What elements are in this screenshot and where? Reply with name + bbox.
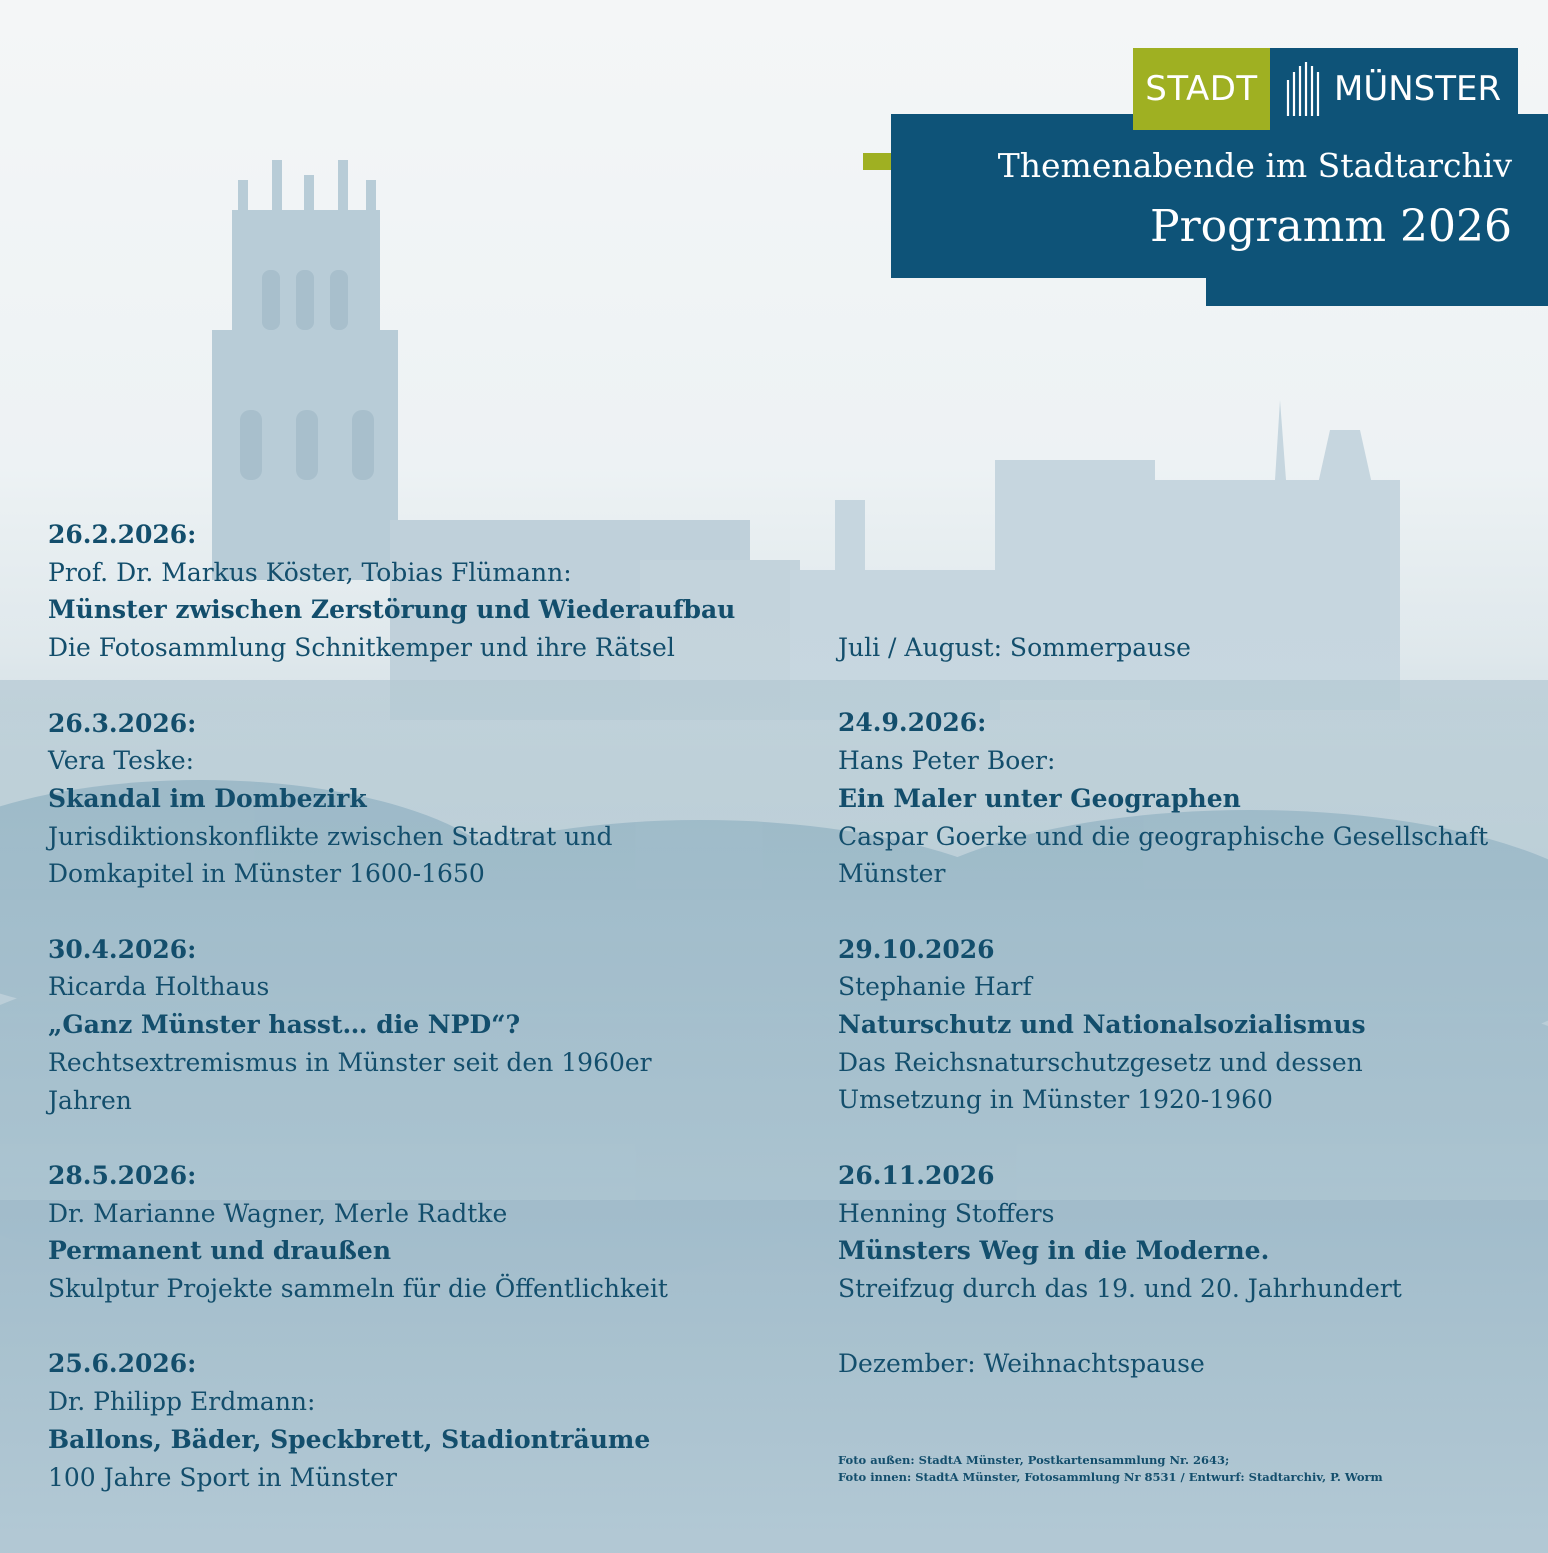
event-entry xyxy=(48,516,808,667)
event-speaker: Prof. Dr. Markus Köster, Tobias Flümann: xyxy=(48,557,572,587)
event-entry xyxy=(838,1157,1538,1308)
event-subtitle: Streifzug durch das 19. und 20. Jahrhundert xyxy=(838,1273,1402,1303)
event-date: 28.5.2026: xyxy=(48,1160,197,1190)
event-subtitle: Jurisdiktionskonflikte zwischen Stadtrat und xyxy=(48,821,613,851)
credit-line: Foto innen: StadtA Münster, Fotosammlung Nr 8531 / Entwurf: Stadtarchiv, P. Worm xyxy=(838,1470,1383,1484)
header-banner-tail xyxy=(1206,270,1548,306)
event-date: 26.3.2026: xyxy=(48,708,197,738)
event-subtitle: Die Fotosammlung Schnitkemper und ihre Rätsel xyxy=(48,633,675,663)
event-subtitle: 100 Jahre Sport in Münster xyxy=(48,1462,397,1492)
header-title: Programm 2026 xyxy=(1150,201,1512,252)
event-speaker: Stephanie Harf xyxy=(838,972,1032,1002)
logo-muenster-block xyxy=(1270,48,1518,130)
program-column-left xyxy=(48,516,808,1534)
event-speaker: Henning Stoffers xyxy=(838,1198,1055,1228)
event-date: 26.11.2026 xyxy=(838,1160,995,1190)
cathedral-bars-icon xyxy=(1284,60,1324,118)
event-subtitle: Domkapitel in Münster 1600-1650 xyxy=(48,859,485,889)
header-subtitle: Themenabende im Stadtarchiv xyxy=(997,146,1512,185)
event-entry xyxy=(838,931,1538,1120)
event-title: Münsters Weg in die Moderne. xyxy=(838,1236,1270,1266)
event-title: Ein Maler unter Geographen xyxy=(838,783,1241,813)
event-date: 24.9.2026: xyxy=(838,708,987,738)
logo-muenster: MÜNSTER xyxy=(1334,69,1502,109)
event-speaker: Dr. Philipp Erdmann: xyxy=(48,1387,316,1417)
event-subtitle: Das Reichsnaturschutzgesetz und dessen xyxy=(838,1047,1363,1077)
event-date: 26.2.2026: xyxy=(48,520,197,549)
green-accent-tab xyxy=(863,153,891,170)
program-column-right xyxy=(838,629,1538,1421)
event-date: 29.10.2026 xyxy=(838,934,995,964)
summer-break-text: Juli / August: Sommerpause xyxy=(838,633,1191,662)
event-title: Münster zwischen Zerstörung und Wiederaufbau xyxy=(48,595,736,625)
event-subtitle: Caspar Goerke und die geographische Gesellschaft xyxy=(838,821,1489,851)
stadt-muenster-logo xyxy=(1133,48,1518,130)
event-subtitle: Münster xyxy=(838,859,946,889)
event-date: 25.6.2026: xyxy=(48,1349,197,1379)
event-entry xyxy=(48,1157,808,1308)
event-date: 30.4.2026: xyxy=(48,934,197,964)
event-entry xyxy=(48,931,808,1120)
event-title: „Ganz Münster hasst… die NPD“? xyxy=(48,1010,521,1040)
event-title: Ballons, Bäder, Speckbrett, Stadionträume xyxy=(48,1424,651,1454)
event-speaker: Ricarda Holthaus xyxy=(48,972,270,1002)
event-title: Naturschutz und Nationalsozialismus xyxy=(838,1010,1366,1039)
event-subtitle: Rechtsextremismus in Münster seit den 1960er xyxy=(48,1047,652,1077)
event-title: Skandal im Dombezirk xyxy=(48,783,367,813)
event-entry xyxy=(48,1345,808,1496)
logo-stadt: STADT xyxy=(1133,48,1270,130)
event-speaker: Dr. Marianne Wagner, Merle Radtke xyxy=(48,1198,508,1228)
event-subtitle: Skulptur Projekte sammeln für die Öffentlichkeit xyxy=(48,1274,668,1304)
event-subtitle: Umsetzung in Münster 1920-1960 xyxy=(838,1085,1273,1115)
event-subtitle: Jahren xyxy=(48,1085,132,1115)
summer-break-note xyxy=(838,629,1538,667)
winter-break-text: Dezember: Weihnachtspause xyxy=(838,1349,1205,1379)
event-title: Permanent und draußen xyxy=(48,1236,392,1266)
event-speaker: Hans Peter Boer: xyxy=(838,746,1056,776)
header-banner xyxy=(891,114,1548,278)
event-entry xyxy=(838,704,1538,893)
winter-break-note xyxy=(838,1345,1538,1383)
event-speaker: Vera Teske: xyxy=(48,746,195,776)
photo-credits xyxy=(838,1452,1383,1486)
event-entry xyxy=(48,705,808,894)
credit-line: Foto außen: StadtA Münster, Postkartensammlung Nr. 2643; xyxy=(838,1453,1230,1467)
